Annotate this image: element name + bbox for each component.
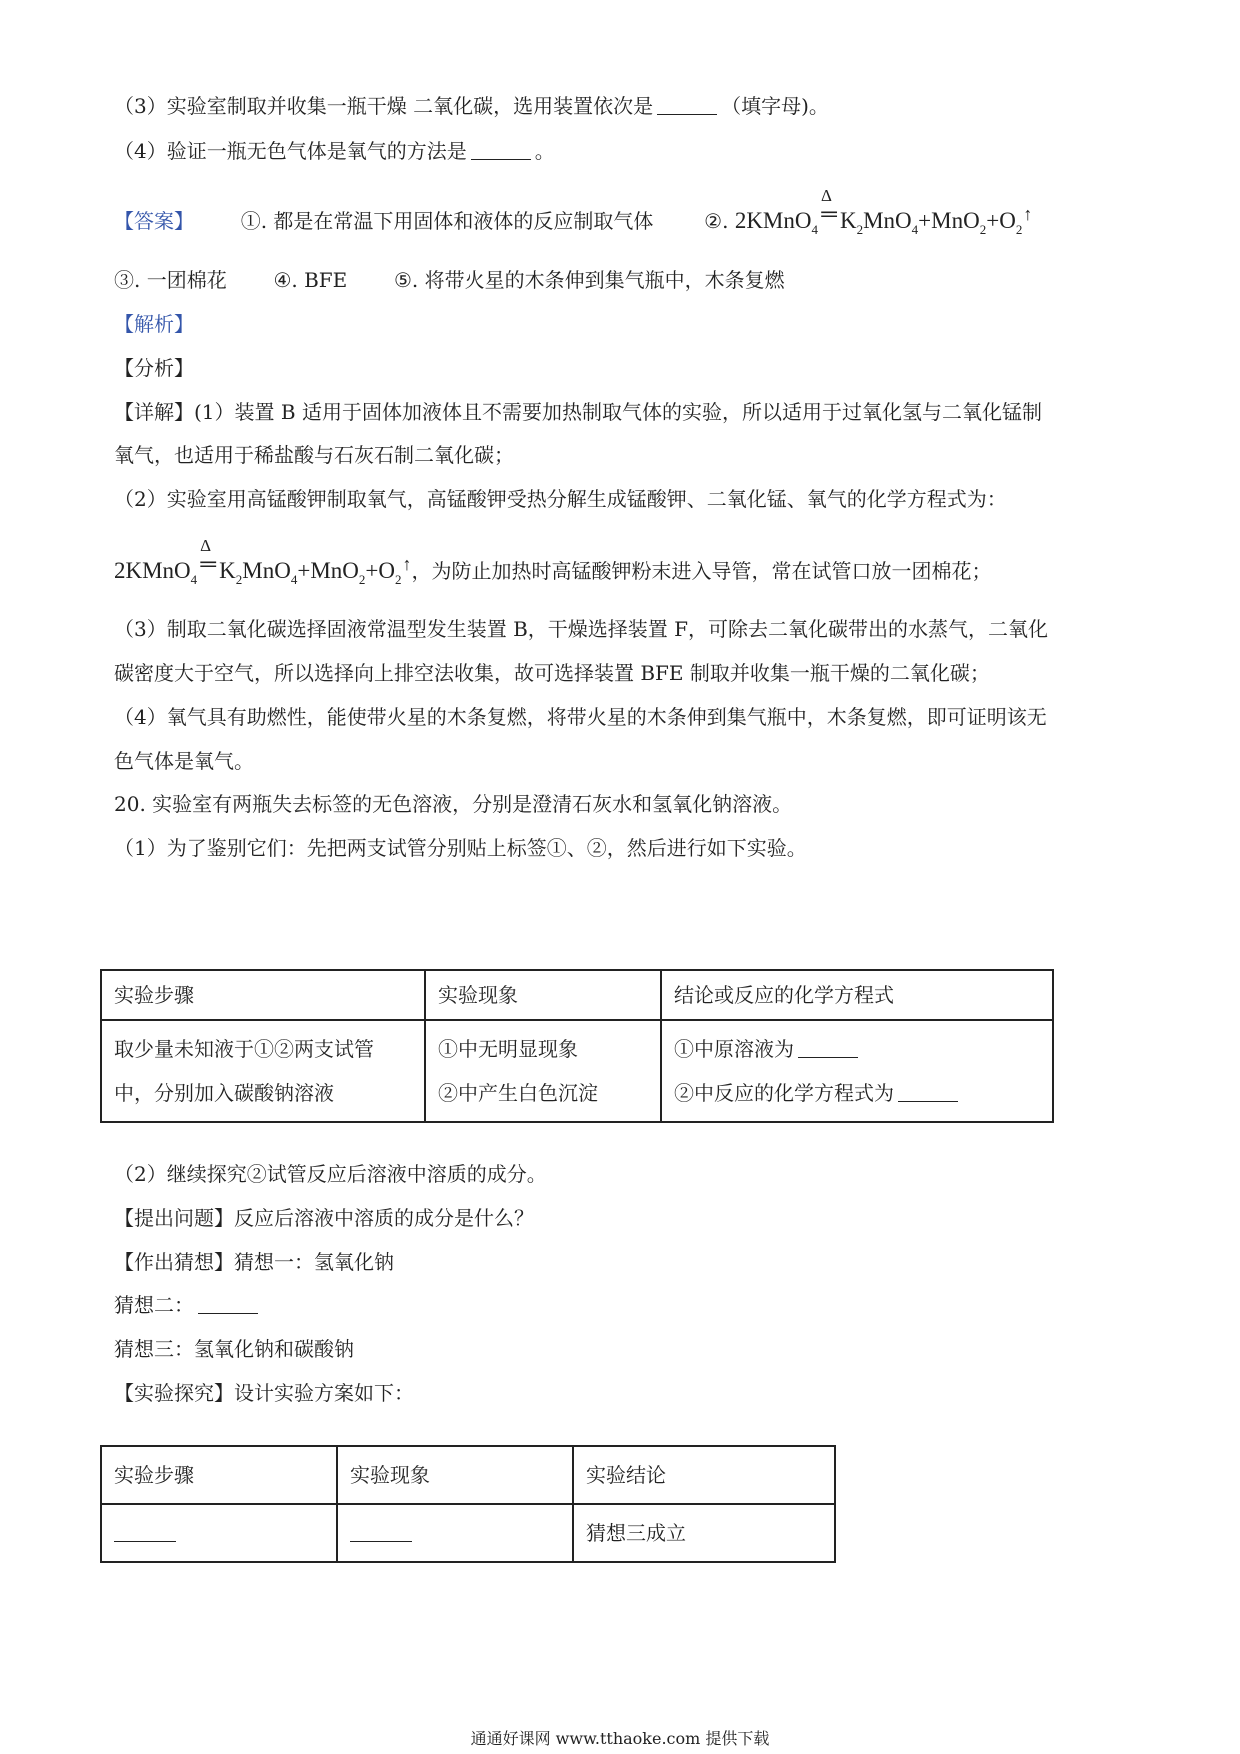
guess-1: 【作出猜想】猜想一：氢氧化钠 (114, 1250, 394, 1274)
detail-2-equation-line: 2KMnO$_4$ Δ ═ $K_2MnO_4+MnO_2+O_2^↑$，为防止加热时高锰酸钾粉末进入导管，常在试管口放一团棉花； (114, 550, 992, 594)
guess-3: 猜想三：氢氧化钠和碳酸钠 (114, 1337, 354, 1361)
question-prompt: 【提出问题】反应后溶液中溶质的成分是什么？ (114, 1206, 534, 1230)
page-footer: 通通好课网 www.tthaoke.com 提供下载 (470, 1729, 770, 1748)
table-header-cell: 实验结论 (573, 1446, 835, 1504)
q19-part3: （3）实验室制取并收集一瓶干燥 二氧化碳，选用装置依次是 （填字母)。 (114, 94, 829, 118)
answer-blank (798, 1039, 858, 1058)
table-header-cell: 结论或反应的化学方程式 (661, 970, 1053, 1020)
table-header-cell: 实验步骤 (101, 1446, 337, 1504)
table-cell (337, 1504, 573, 1562)
detail-1b: 氧气，也适用于稀盐酸与石灰石制二氧化碳； (114, 443, 514, 467)
answer-blank (114, 1523, 176, 1542)
answer-line-2 (114, 266, 785, 294)
table-cell (101, 1504, 337, 1562)
table-header-cell: 实验步骤 (101, 970, 425, 1020)
q20-part1: （1）为了鉴别它们：先把两支试管分别贴上标签①、②，然后进行如下实验。 (114, 836, 807, 860)
fenxi-label: 【分析】 (114, 356, 194, 380)
table-header-row (101, 970, 1053, 1020)
guess-2: 猜想二： (114, 1291, 262, 1319)
answer-3: ③. 一团棉花 (114, 268, 227, 292)
table-header-cell: 实验现象 (337, 1446, 573, 1504)
table-cell: 猜想三成立 (573, 1504, 835, 1562)
q20-part2: （2）继续探究②试管反应后溶液中溶质的成分。 (114, 1162, 547, 1186)
answer-4: ④. BFE (273, 268, 348, 292)
explore-label: 【实验探究】设计实验方案如下： (114, 1381, 414, 1405)
experiment-table-1 (100, 969, 1054, 1123)
answer-1: ①. 都是在常温下用固体和液体的反应制取气体 (240, 209, 654, 233)
answer-2-num: ②. (704, 209, 729, 233)
detail-3: （3）制取二氧化碳选择固液常温型发生装置 B，干燥选择装置 F，可除去二氧化碳带出的水蒸气，二氧化 (114, 617, 1049, 641)
answer-blank (898, 1083, 958, 1102)
answer-5: ⑤. 将带火星的木条伸到集气瓶中，木条复燃 (393, 268, 785, 292)
detail-4b: 色气体是氧气。 (114, 749, 254, 773)
q19-part4: （4）验证一瓶无色气体是氧气的方法是 。 (114, 139, 555, 163)
equation-answer: 2KMnO$_4$ Δ ═ $K_2MnO_4+MnO_2+O_2^↑$ (734, 186, 1033, 237)
answer-blank (471, 141, 531, 160)
answer-blank (350, 1523, 412, 1542)
table-cell: 取少量未知液于①②两支试管 中，分别加入碳酸钠溶液 (101, 1020, 425, 1122)
answer-label: 【答案】 (114, 209, 194, 233)
table-header-row (101, 1446, 835, 1504)
answer-blank (657, 96, 717, 115)
detail-2: （2）实验室用高锰酸钾制取氧气，高锰酸钾受热分解生成锰酸钾、二氧化锰、氧气的化学方程式为： (114, 487, 1007, 511)
detail-4: （4）氧气具有助燃性，能使带火星的木条复燃，将带火星的木条伸到集气瓶中，木条复燃，即可证明该无 (114, 705, 1047, 729)
detail-1: 【详解】(1）装置 B 适用于固体加液体且不需要加热制取气体的实验，所以适用于过氧化氢与二氧化锰制 (114, 400, 1042, 424)
analysis-label: 【解析】 (114, 312, 194, 336)
detail-3b: 碳密度大于空气，所以选择向上排空法收集，故可选择装置 BFE 制取并收集一瓶干燥的二氧化碳； (114, 661, 990, 685)
table-row (101, 1020, 1053, 1122)
table-cell: ①中无明显现象 ②中产生白色沉淀 (425, 1020, 661, 1122)
table-header-cell: 实验现象 (425, 970, 661, 1020)
table-row (101, 1504, 835, 1562)
answer-blank (198, 1295, 258, 1314)
table-cell: ①中原溶液为 ②中反应的化学方程式为 (661, 1020, 1053, 1122)
q20-stem: 20. 实验室有两瓶失去标签的无色溶液，分别是澄清石灰水和氢氧化钠溶液。 (114, 792, 793, 816)
answer-line (114, 186, 1033, 244)
experiment-table-2 (100, 1445, 836, 1563)
equation-detail: 2KMnO$_4$ Δ ═ $K_2MnO_4+MnO_2+O_2^↑$ (114, 536, 412, 587)
